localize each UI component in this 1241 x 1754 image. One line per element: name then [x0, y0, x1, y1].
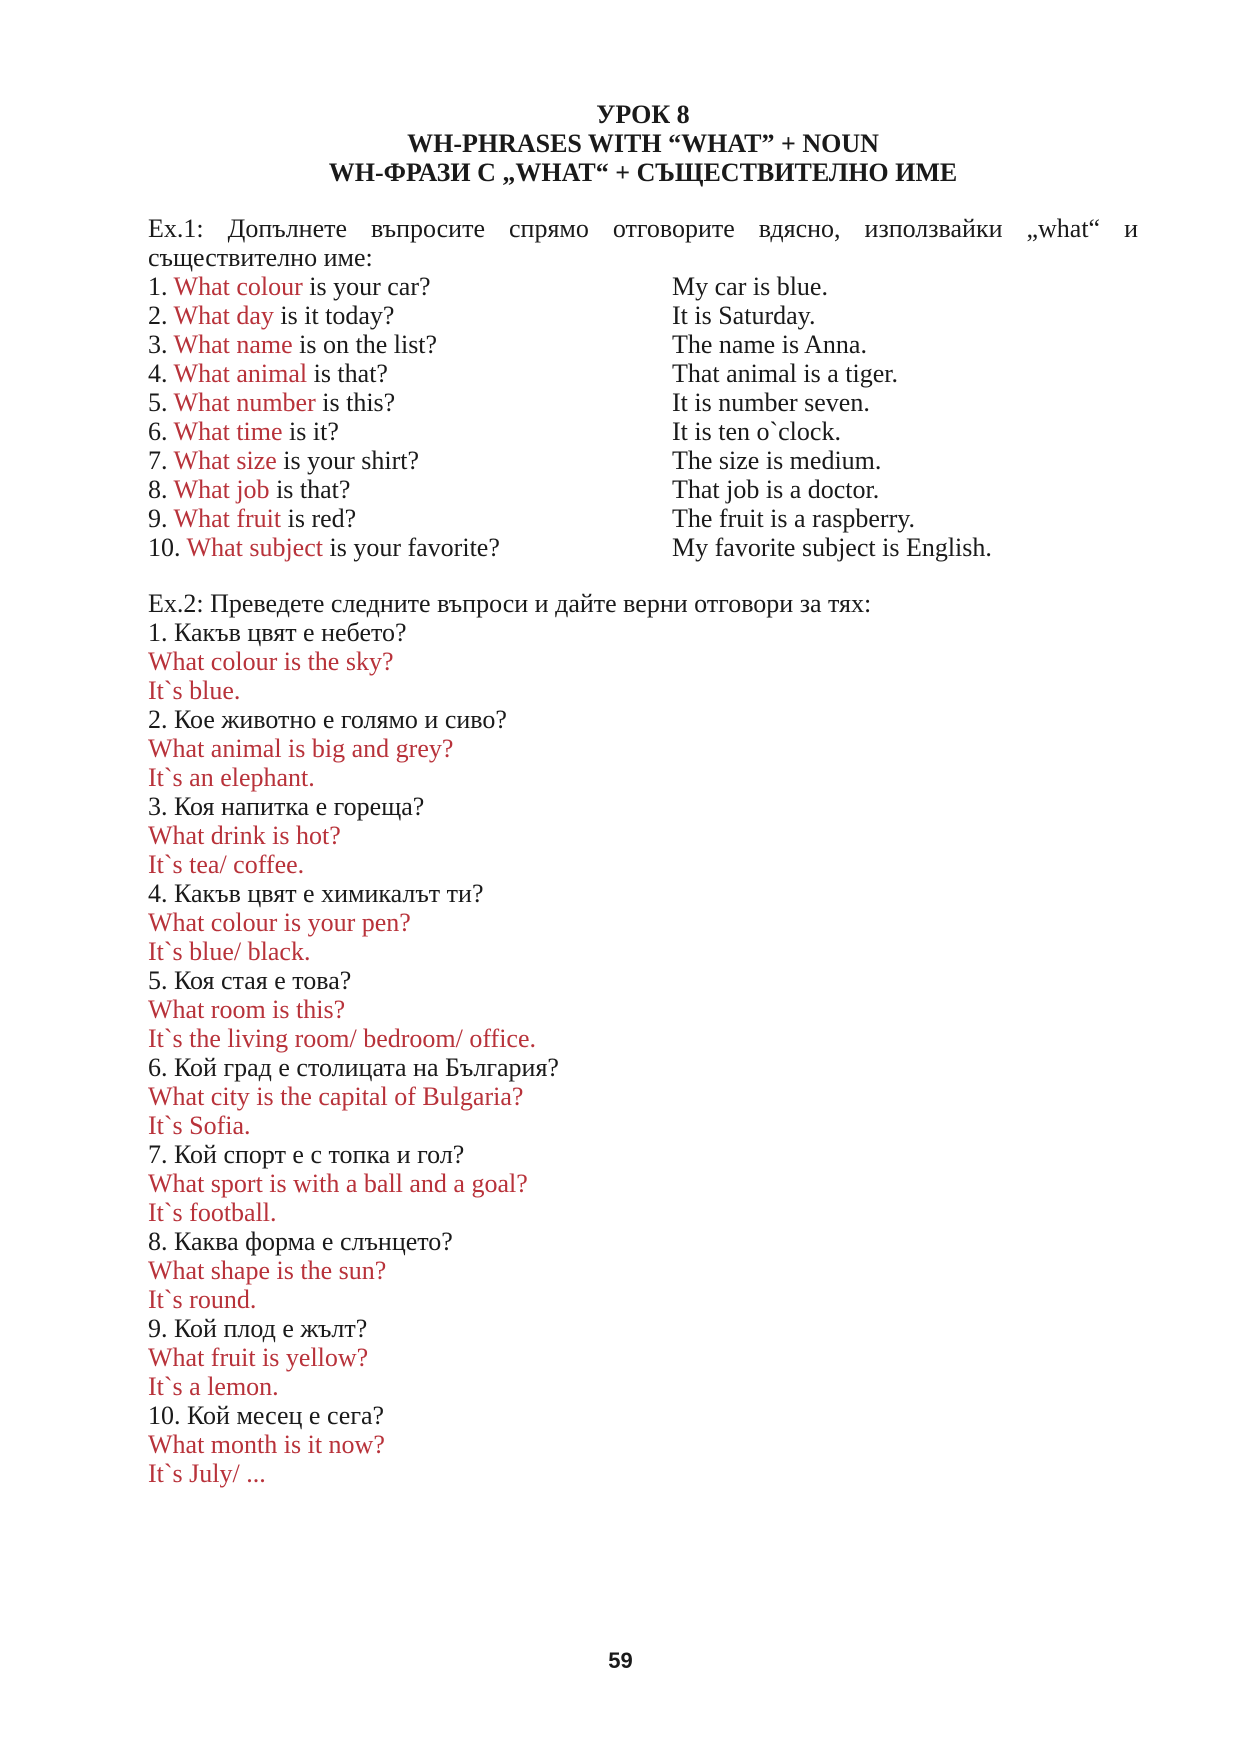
- question-rest: is this?: [322, 388, 396, 417]
- exercise-1-item: [148, 475, 1138, 504]
- what-phrase: What number: [173, 388, 316, 417]
- bulgarian-question: 6. Кой град е столицата на България?: [148, 1053, 559, 1082]
- what-phrase: What day: [173, 301, 274, 330]
- exercise-1-item: [148, 533, 1138, 562]
- exercise-1-item: [148, 417, 1138, 446]
- what-phrase: What colour: [173, 272, 303, 301]
- item-number: 5.: [148, 388, 168, 417]
- english-question: What drink is hot?: [148, 821, 341, 850]
- bulgarian-question: 7. Кой спорт е с топка и гол?: [148, 1140, 465, 1169]
- exercise-1-answer: It is Saturday.: [672, 301, 816, 330]
- question-rest: is it today?: [280, 301, 395, 330]
- item-number: 8.: [148, 475, 168, 504]
- exercise-1-question: [148, 388, 672, 417]
- what-phrase: What name: [173, 330, 293, 359]
- item-number: 2.: [148, 301, 168, 330]
- bulgarian-question: 4. Какъв цвят е химикалът ти?: [148, 879, 484, 908]
- exercise-1-answer: It is number seven.: [672, 388, 870, 417]
- exercise-1-list: [148, 272, 1138, 562]
- item-number: 4.: [148, 359, 168, 388]
- exercise-1-answer: That job is a doctor.: [672, 475, 880, 504]
- exercise-1-question: [148, 504, 672, 533]
- exercise-1-item: [148, 301, 1138, 330]
- english-question: What animal is big and grey?: [148, 734, 454, 763]
- question-rest: is red?: [287, 504, 357, 533]
- exercise-1-answer: The name is Anna.: [672, 330, 867, 359]
- exercise-1-item: [148, 272, 1138, 301]
- exercise-1-answer: That animal is a tiger.: [672, 359, 898, 388]
- exercise-1-answer: The fruit is a raspberry.: [672, 504, 916, 533]
- what-phrase: What fruit: [173, 504, 282, 533]
- lesson-title-bg: WH-ФРАЗИ С „WHAT“ + СЪЩЕСТВИТЕЛНО ИМЕ: [328, 158, 958, 187]
- exercise-1-answer: My favorite subject is English.: [672, 533, 992, 562]
- english-question: What city is the capital of Bulgaria?: [148, 1082, 524, 1111]
- english-question: What shape is the sun?: [148, 1256, 387, 1285]
- bulgarian-question: 2. Кое животно е голямо и сиво?: [148, 705, 507, 734]
- english-question: What colour is the sky?: [148, 647, 394, 676]
- question-rest: is that?: [276, 475, 351, 504]
- exercise-1-item: [148, 504, 1138, 533]
- english-answer: It`s a lemon.: [148, 1372, 279, 1401]
- what-phrase: What subject: [186, 533, 323, 562]
- exercise-1-answer: My car is blue.: [672, 272, 828, 301]
- english-answer: It`s round.: [148, 1285, 257, 1314]
- item-number: 3.: [148, 330, 168, 359]
- bulgarian-question: 1. Какъв цвят е небето?: [148, 618, 407, 647]
- bulgarian-question: 8. Каква форма е слънцето?: [148, 1227, 453, 1256]
- english-question: What sport is with a ball and a goal?: [148, 1169, 528, 1198]
- question-rest: is your car?: [309, 272, 431, 301]
- exercise-2-list: [148, 618, 1138, 1488]
- exercise-1-answer: The size is medium.: [672, 446, 882, 475]
- exercise-1-item: [148, 388, 1138, 417]
- exercise-1-instruction: Ex.1: Допълнете въпросите спрямо отговорите вдясно, използвайки „what“ и съществително име:: [148, 214, 1138, 272]
- exercise-1-question: [148, 475, 672, 504]
- what-phrase: What job: [173, 475, 270, 504]
- english-question: What month is it now?: [148, 1430, 385, 1459]
- exercise-1-question: [148, 330, 672, 359]
- what-phrase: What size: [173, 446, 277, 475]
- question-rest: is your shirt?: [283, 446, 420, 475]
- exercise-1-answer: It is ten o`clock.: [672, 417, 841, 446]
- english-answer: It`s blue/ black.: [148, 937, 311, 966]
- question-rest: is your favorite?: [329, 533, 500, 562]
- exercise-2: [148, 589, 1138, 1488]
- exercise-1-item: [148, 446, 1138, 475]
- exercise-1-question: [148, 533, 672, 562]
- item-number: 7.: [148, 446, 168, 475]
- item-number: 6.: [148, 417, 168, 446]
- what-phrase: What time: [173, 417, 283, 446]
- bulgarian-question: 10. Кой месец е сега?: [148, 1401, 385, 1430]
- item-number: 10.: [148, 533, 181, 562]
- exercise-1-item: [148, 359, 1138, 388]
- english-answer: It`s July/ ...: [148, 1459, 266, 1488]
- page-number: 59: [608, 1648, 633, 1673]
- english-question: What room is this?: [148, 995, 346, 1024]
- bulgarian-question: 9. Кой плод е жълт?: [148, 1314, 368, 1343]
- bulgarian-question: 3. Коя напитка е гореща?: [148, 792, 425, 821]
- bulgarian-question: 5. Коя стая е това?: [148, 966, 352, 995]
- item-number: 1.: [148, 272, 168, 301]
- english-answer: It`s tea/ coffee.: [148, 850, 305, 879]
- exercise-1-question: [148, 301, 672, 330]
- exercise-1-question: [148, 272, 672, 301]
- english-question: What fruit is yellow?: [148, 1343, 369, 1372]
- exercise-1-item: [148, 330, 1138, 359]
- exercise-1-question: [148, 446, 672, 475]
- question-rest: is on the list?: [299, 330, 438, 359]
- lesson-number: УРОК 8: [596, 100, 690, 129]
- english-answer: It`s the living room/ bedroom/ office.: [148, 1024, 536, 1053]
- what-phrase: What animal: [173, 359, 308, 388]
- exercise-1: [148, 214, 1138, 562]
- exercise-1-question: [148, 417, 672, 446]
- lesson-header: [148, 100, 1138, 187]
- english-answer: It`s Sofia.: [148, 1111, 251, 1140]
- english-question: What colour is your pen?: [148, 908, 411, 937]
- english-answer: It`s football.: [148, 1198, 277, 1227]
- english-answer: It`s an elephant.: [148, 763, 315, 792]
- lesson-title-en: WH-PHRASES WITH “WHAT” + NOUN: [407, 129, 879, 158]
- item-number: 9.: [148, 504, 168, 533]
- question-rest: is it?: [289, 417, 339, 446]
- exercise-2-instruction: Ex.2: Преведете следните въпроси и дайте верни отговори за тях:: [148, 589, 872, 618]
- exercise-1-question: [148, 359, 672, 388]
- document-page: [148, 100, 1138, 1488]
- english-answer: It`s blue.: [148, 676, 241, 705]
- question-rest: is that?: [313, 359, 388, 388]
